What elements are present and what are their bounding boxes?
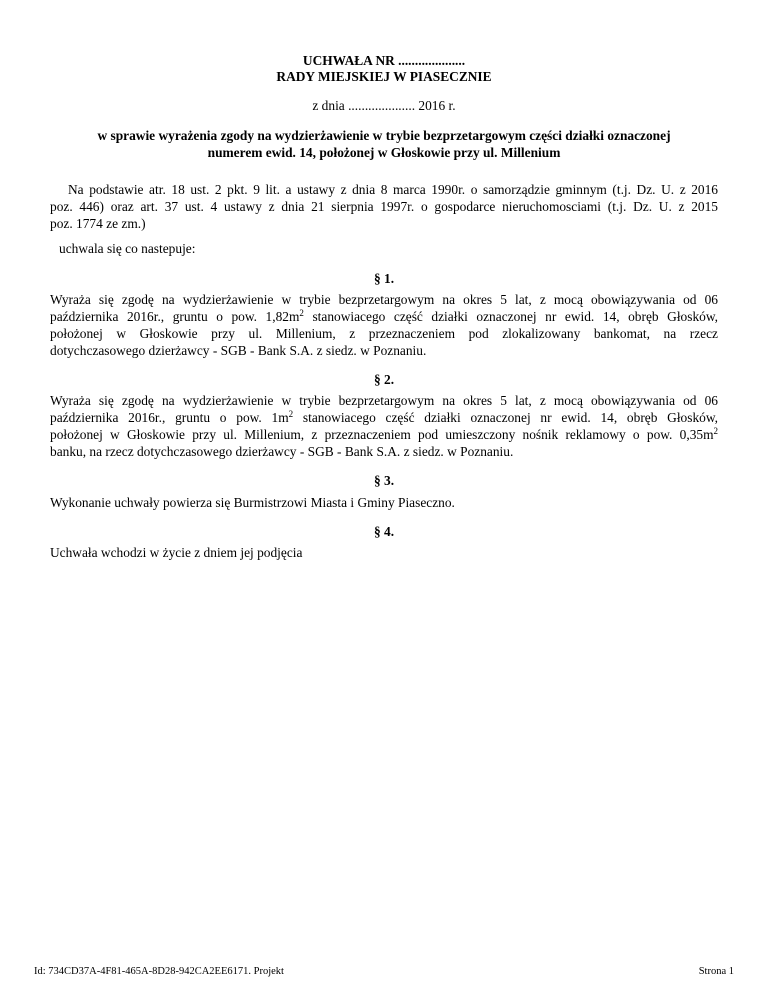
section-1-line-4: dotychczasowego dzierżawcy - SGB - Bank S.A. z siedz. w Poznaniu. xyxy=(50,343,427,358)
section-2-line-4: banku, na rzecz dotychczasowego dzierżawcy - SGB - Bank S.A. z siedz. w Poznaniu. xyxy=(50,444,514,459)
resolution-number: UCHWAŁA NR .................... xyxy=(302,53,466,68)
section-2-heading: § 2. xyxy=(373,372,395,387)
section-4-text: Uchwała wchodzi w życie z dniem jej podjęcia xyxy=(50,545,303,560)
section-4-heading: § 4. xyxy=(373,524,395,539)
council-name: RADY MIEJSKIEJ W PIASECZNIE xyxy=(276,69,492,84)
page-number-footer: Strona 1 xyxy=(698,966,734,977)
resolves-clause: uchwala się co nastepuje: xyxy=(59,241,196,256)
preamble-line-1: Na podstawie atr. 18 ust. 2 pkt. 9 lit. a ustawy z dnia 8 marca 1990r. o samorządzie gminnym (t.j. Dz. U. z 2016 xyxy=(68,182,718,197)
section-2-line-1: Wyraża się zgodę na wydzierżawienie w trybie bezprzetargowym na okres 5 lat, z mocą obowiązywania od 06 xyxy=(50,393,718,408)
section-3-text: Wykonanie uchwały powierza się Burmistrzowi Miasta i Gminy Piaseczno. xyxy=(50,495,455,510)
preamble-line-3: poz. 1774 ze zm.) xyxy=(50,216,146,231)
document-page xyxy=(50,0,718,994)
section-2-line-2: października 2016r., gruntu o pow. $1m^2$ stanowiacego część działki oznaczonej nr ewid. 14, obręb Głosków, xyxy=(50,409,719,425)
preamble-line-2: poz. 446) oraz art. 37 ust. 4 ustawy z dnia 21 sierpnia 1997r. o gospodarce nieruchomosciami (t.j. Dz. U. z 2015 xyxy=(50,199,718,214)
section-1-line-3: położonej w Głoskowie przy ul. Millenium, z przeznaczeniem pod zlokalizowany bankomat, na rzecz xyxy=(50,326,718,341)
document-id-footer: Id: 734CD37A-4F81-465A-8D28-942CA2EE6171. Projekt xyxy=(34,966,284,977)
subject-line-2: numerem ewid. 14, położonej w Głoskowie przy ul. Millenium xyxy=(207,145,561,160)
section-1-line-1: Wyraża się zgodę na wydzierżawienie w trybie bezprzetargowym na okres 5 lat, z mocą obowiązywania od 06 xyxy=(50,292,718,307)
section-1-line-2: października 2016r., gruntu o pow. $1,82m^2$ stanowiacego część działki oznaczonej nr ewid. 14, obręb Głosków, xyxy=(50,308,718,324)
resolution-date: z dnia .................... 2016 r. xyxy=(312,98,456,113)
section-3-heading: § 3. xyxy=(373,473,395,488)
section-1-heading: § 1. xyxy=(373,271,395,286)
subject-line-1: w sprawie wyrażenia zgody na wydzierżawienie w trybie bezprzetargowym części działki oznaczonej xyxy=(97,128,671,143)
section-2-line-3: położonej w Głoskowie przy ul. Millenium, z przeznaczeniem pod umieszczony nośnik reklamowy o pow. $0,35m^2$ xyxy=(50,426,718,442)
